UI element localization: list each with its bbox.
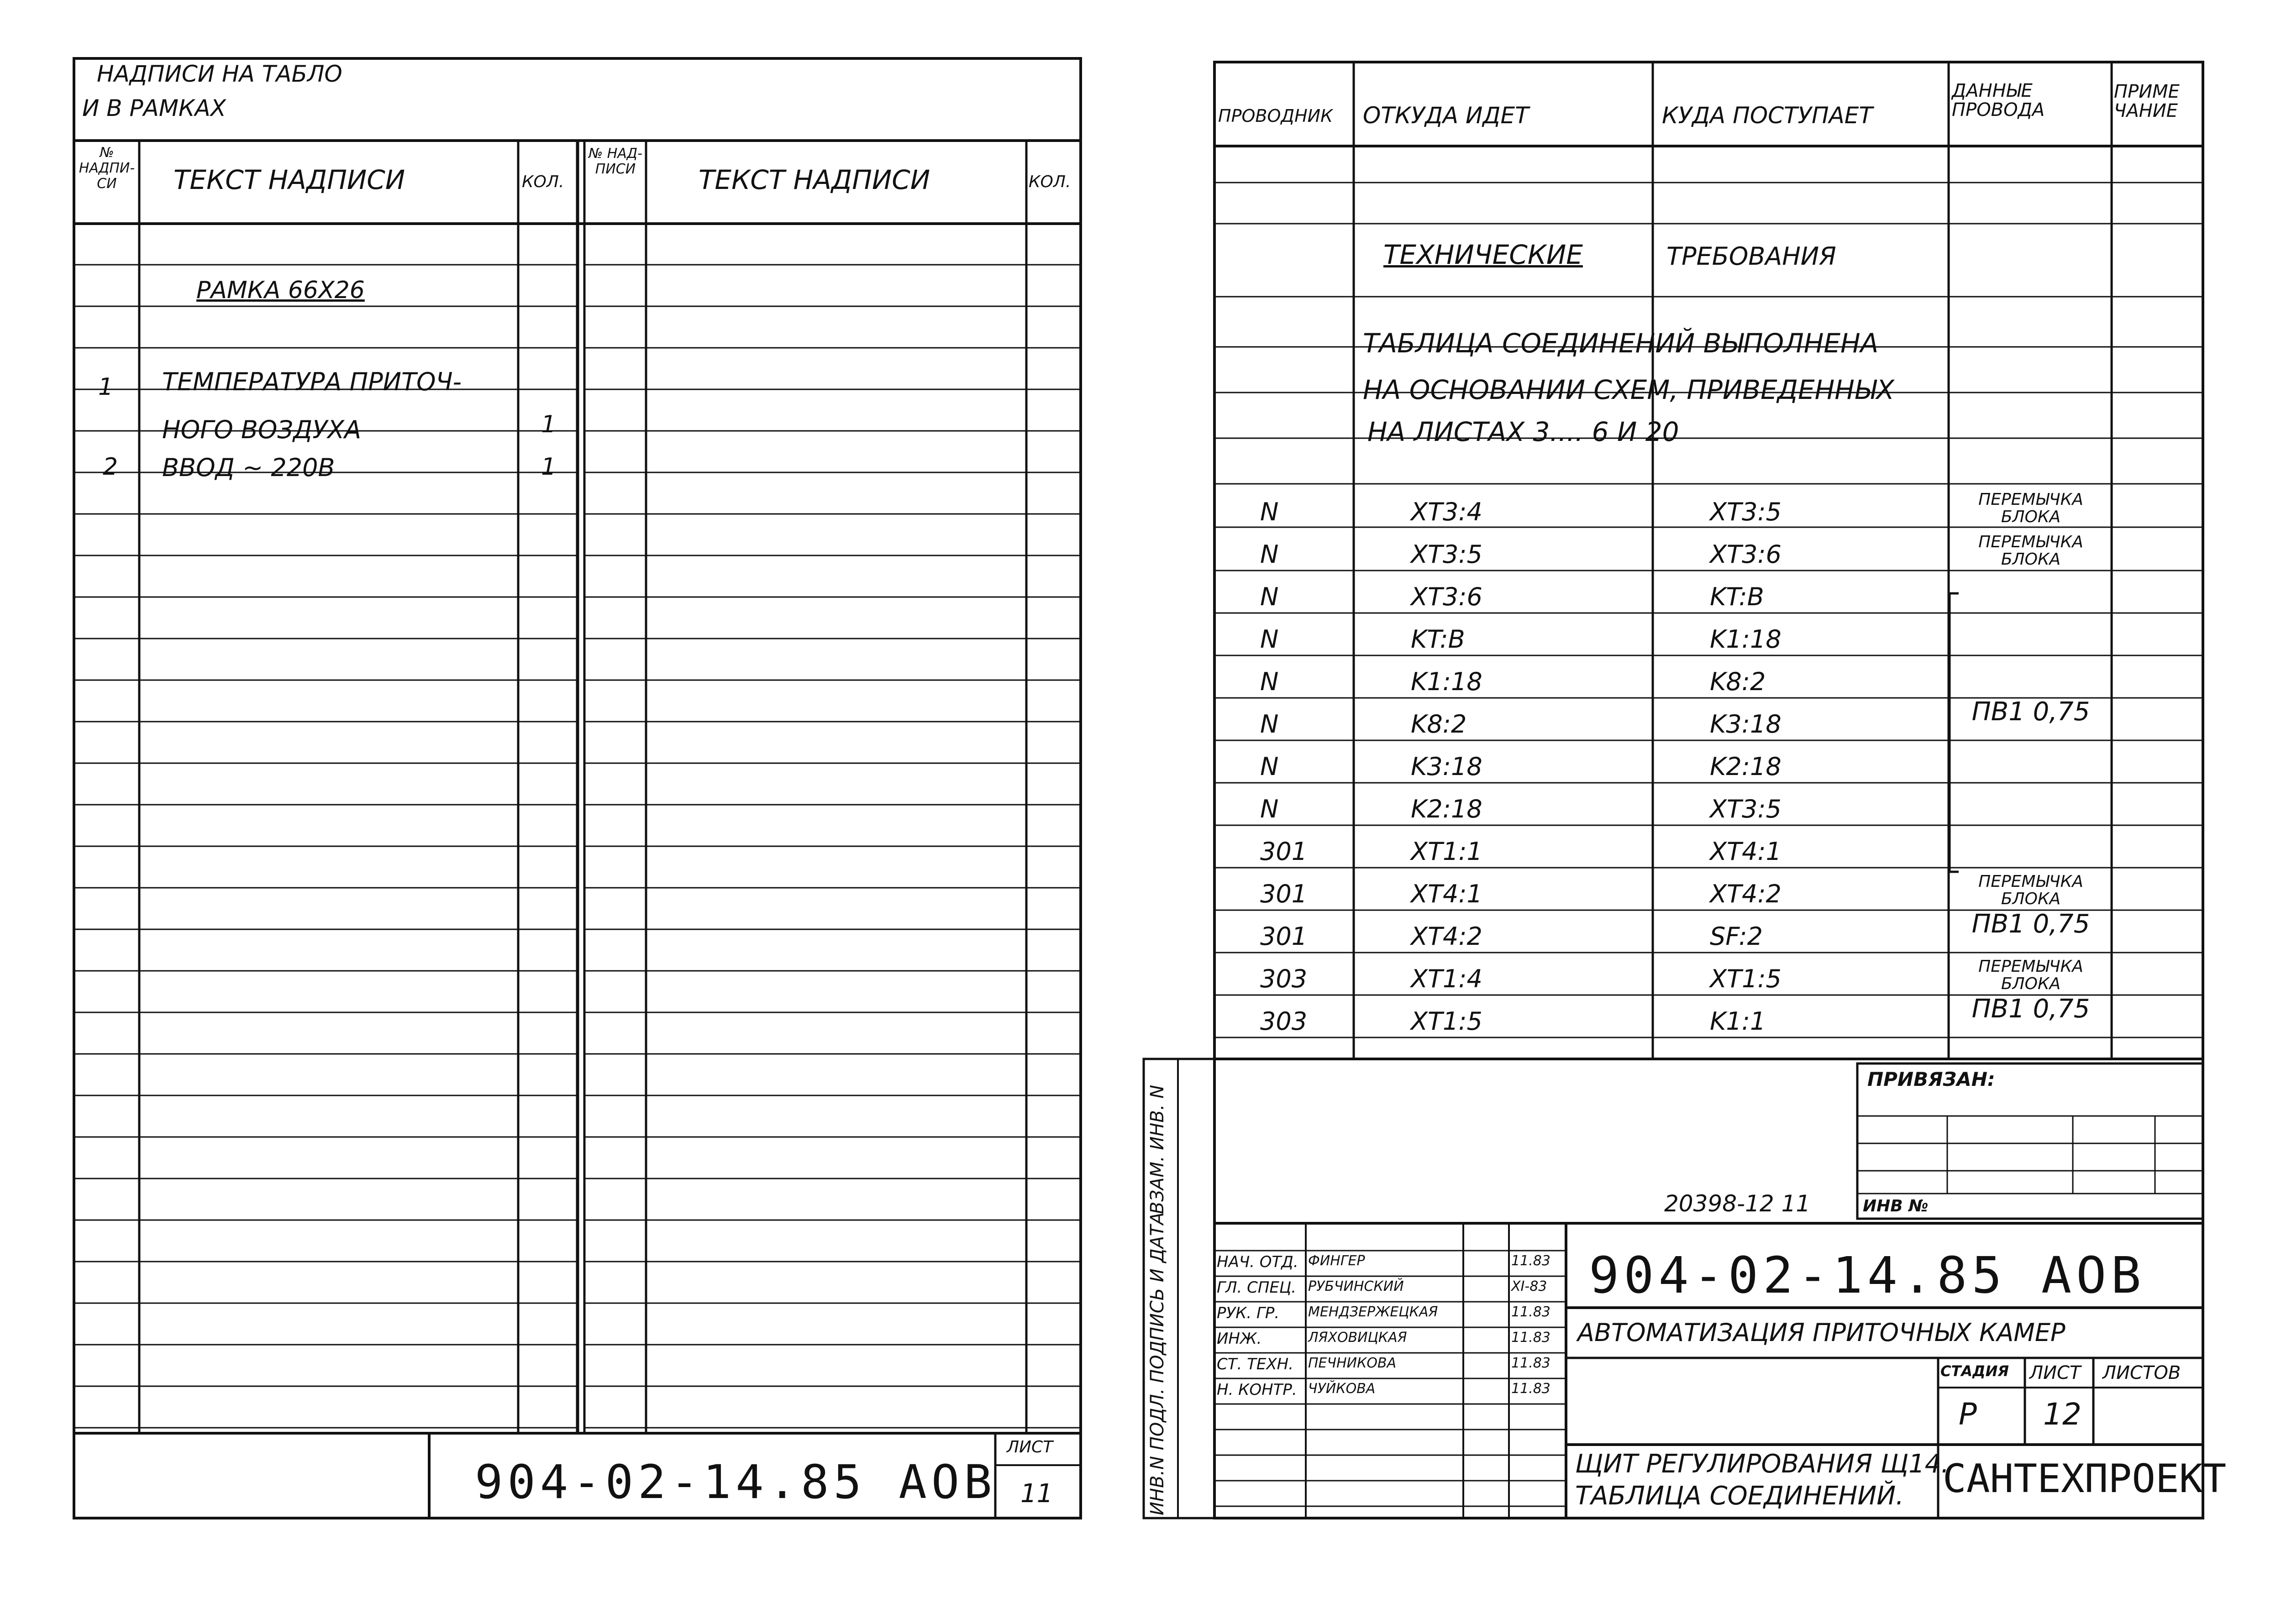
- connection-wire: N: [1260, 625, 1279, 654]
- col-header-note: ПРИМЕ ЧАНИЕ: [2114, 81, 2180, 121]
- connection-from: K1:18: [1411, 667, 1482, 696]
- stage-label: СТАДИЯ: [1940, 1362, 2009, 1380]
- col-header-qty: КОЛ.: [522, 173, 564, 191]
- right-stamp-code: 904-02-14.85 АОВ: [1589, 1246, 2146, 1304]
- approval-role: РУК. ГР.: [1217, 1304, 1280, 1322]
- approval-name: ЛЯХОВИЦКАЯ: [1308, 1330, 1407, 1346]
- connection-wire-data: ПВ1 0,75: [1971, 697, 2090, 727]
- connection-wire-data: ПВ1 0,75: [1971, 994, 2090, 1024]
- connection-wire: N: [1260, 752, 1279, 781]
- connection-wire-data: ПВ1 0,75: [1971, 909, 2090, 939]
- tech-title-a: ТЕХНИЧЕСКИЕ: [1383, 239, 1583, 270]
- col-header-data: ДАННЫЕ ПРОВОДА: [1952, 80, 2045, 120]
- left-row-3-qty: 1: [541, 411, 557, 438]
- connection-from: XT4:2: [1411, 922, 1482, 951]
- side-label-orig: ИНВ.N ПОДЛ.: [1147, 1388, 1168, 1515]
- connection-from: K2:18: [1411, 795, 1482, 823]
- approval-role: ИНЖ.: [1217, 1330, 1262, 1348]
- approval-date: 11.83: [1511, 1330, 1550, 1346]
- connection-from: KT:B: [1411, 625, 1465, 654]
- left-row-2-num: 1: [98, 373, 114, 401]
- project-title: АВТОМАТИЗАЦИЯ ПРИТОЧНЫХ КАМЕР: [1577, 1318, 2066, 1347]
- tech-title-b: ТРЕБОВАНИЯ: [1666, 242, 1836, 271]
- left-header-line2: И В РАМКАХ: [82, 95, 226, 121]
- connection-to: K1:18: [1710, 625, 1782, 654]
- approval-date: 11.83: [1511, 1304, 1550, 1320]
- approval-date: XI-83: [1511, 1278, 1547, 1294]
- connection-from: XT1:4: [1411, 964, 1482, 993]
- sheet-number: 12: [2043, 1397, 2081, 1432]
- col-header-text: ТЕКСТ НАДПИСИ: [173, 164, 405, 195]
- connection-to: XT3:5: [1710, 795, 1782, 823]
- approval-date: 11.83: [1511, 1381, 1550, 1397]
- connection-from: XT3:6: [1411, 582, 1482, 611]
- col-header-num2: № НАД-ПИСИ: [588, 146, 643, 177]
- left-header-line1: НАДПИСИ НА ТАБЛО: [97, 61, 342, 87]
- connection-wire-data: ПЕРЕМЫЧКА БЛОКА: [1978, 533, 2083, 569]
- connection-from: XT1:1: [1411, 837, 1482, 866]
- connection-wire: N: [1260, 710, 1279, 739]
- col-header-to: КУДА ПОСТУПАЕТ: [1662, 102, 1873, 129]
- approval-date: 11.83: [1511, 1355, 1550, 1371]
- col-header-text2: ТЕКСТ НАДПИСИ: [699, 164, 930, 195]
- connection-to: XT3:5: [1710, 498, 1782, 526]
- connection-wire: 301: [1260, 837, 1308, 866]
- connection-wire: N: [1260, 498, 1279, 526]
- approval-name: ПЕЧНИКОВА: [1308, 1355, 1397, 1371]
- connection-to: XT1:5: [1710, 964, 1782, 993]
- approval-name: ФИНГЕР: [1308, 1253, 1365, 1269]
- connection-to: K1:1: [1710, 1007, 1766, 1036]
- approval-role: Н. КОНТР.: [1217, 1381, 1297, 1399]
- tech-text-1: ТАБЛИЦА СОЕДИНЕНИЙ ВЫПОЛНЕНА: [1363, 328, 1879, 359]
- left-row-4-num: 2: [103, 453, 118, 481]
- connection-wire: 303: [1260, 1007, 1308, 1036]
- approval-name: ЧУЙКОВА: [1308, 1381, 1376, 1397]
- approval-role: НАЧ. ОТД.: [1217, 1253, 1298, 1271]
- inventory-label: ИНВ №: [1863, 1197, 1929, 1215]
- approval-name: РУБЧИНСКИЙ: [1308, 1278, 1404, 1294]
- connection-wire: N: [1260, 667, 1279, 696]
- left-sheet-number: 11: [1020, 1479, 1053, 1509]
- approval-date: 11.83: [1511, 1253, 1550, 1269]
- left-row-1-text: РАМКА 66Х26: [196, 277, 365, 304]
- connection-to: K3:18: [1710, 710, 1782, 739]
- left-stamp-code: 904-02-14.85 АОВ: [475, 1455, 997, 1509]
- sheet-label: ЛИСТ: [2029, 1362, 2081, 1383]
- connection-wire: N: [1260, 582, 1279, 611]
- connection-wire: 301: [1260, 880, 1308, 908]
- tech-text-2: НА ОСНОВАНИИ СХЕМ, ПРИВЕДЕННЫХ: [1363, 374, 1895, 405]
- col-header-qty2: КОЛ.: [1029, 173, 1071, 191]
- tech-text-3: НА ЛИСТАХ 3.... 6 И 20: [1367, 416, 1679, 447]
- privyazan-label: ПРИВЯЗАН:: [1867, 1068, 1995, 1090]
- approval-role: ГЛ. СПЕЦ.: [1217, 1278, 1297, 1297]
- connection-from: K8:2: [1411, 710, 1467, 739]
- connection-to: XT3:6: [1710, 540, 1782, 569]
- connection-wire-data: ПЕРЕМЫЧКА БЛОКА: [1978, 490, 2083, 526]
- connection-to: XT4:1: [1710, 837, 1782, 866]
- col-header-wire: ПРОВОДНИК: [1218, 106, 1333, 126]
- connection-to: K2:18: [1710, 752, 1782, 781]
- connection-wire: 303: [1260, 964, 1308, 993]
- connection-to: XT4:2: [1710, 880, 1782, 908]
- left-sheet-label: ЛИСТ: [1007, 1438, 1053, 1456]
- left-row-4-qty: 1: [541, 453, 557, 481]
- doc-title-1: ЩИТ РЕГУЛИРОВАНИЯ Щ14.: [1575, 1449, 1950, 1479]
- archive-number: 20398-12 11: [1664, 1190, 1811, 1217]
- side-label-replace: ВЗАМ. ИНВ. N: [1147, 1084, 1168, 1214]
- connection-wire: N: [1260, 795, 1279, 823]
- left-row-4-text: ВВОД ~ 220В: [162, 453, 335, 482]
- side-label-signature: ПОДПИСЬ И ДАТА: [1147, 1212, 1168, 1383]
- approval-role: СТ. ТЕХН.: [1217, 1355, 1294, 1373]
- connection-wire-data: ПЕРЕМЫЧКА БЛОКА: [1978, 872, 2083, 908]
- organization-name: САНТЕХПРОЕКТ: [1943, 1456, 2227, 1502]
- connection-wire: N: [1260, 540, 1279, 569]
- doc-title-2: ТАБЛИЦА СОЕДИНЕНИЙ.: [1575, 1481, 1904, 1511]
- connection-from: XT3:4: [1411, 498, 1482, 526]
- col-header-num: № НАДПИ-СИ: [79, 145, 135, 192]
- connection-wire-data: ПЕРЕМЫЧКА БЛОКА: [1978, 957, 2083, 993]
- connection-from: XT1:5: [1411, 1007, 1482, 1036]
- connection-to: KT:B: [1710, 582, 1764, 611]
- connection-to: K8:2: [1710, 667, 1766, 696]
- stage-value: Р: [1959, 1397, 1977, 1432]
- left-row-3-text: НОГО ВОЗДУХА: [162, 415, 362, 444]
- left-row-2-text: ТЕМПЕРАТУРА ПРИТОЧ-: [162, 367, 462, 396]
- connection-from: XT4:1: [1411, 880, 1482, 908]
- connection-from: K3:18: [1411, 752, 1482, 781]
- approval-name: МЕНДЗЕРЖЕЦКАЯ: [1308, 1304, 1438, 1320]
- connection-wire: 301: [1260, 922, 1308, 951]
- sheets-label: ЛИСТОВ: [2102, 1362, 2181, 1383]
- connection-from: XT3:5: [1411, 540, 1482, 569]
- connection-to: SF:2: [1710, 922, 1763, 951]
- col-header-from: ОТКУДА ИДЕТ: [1363, 102, 1529, 129]
